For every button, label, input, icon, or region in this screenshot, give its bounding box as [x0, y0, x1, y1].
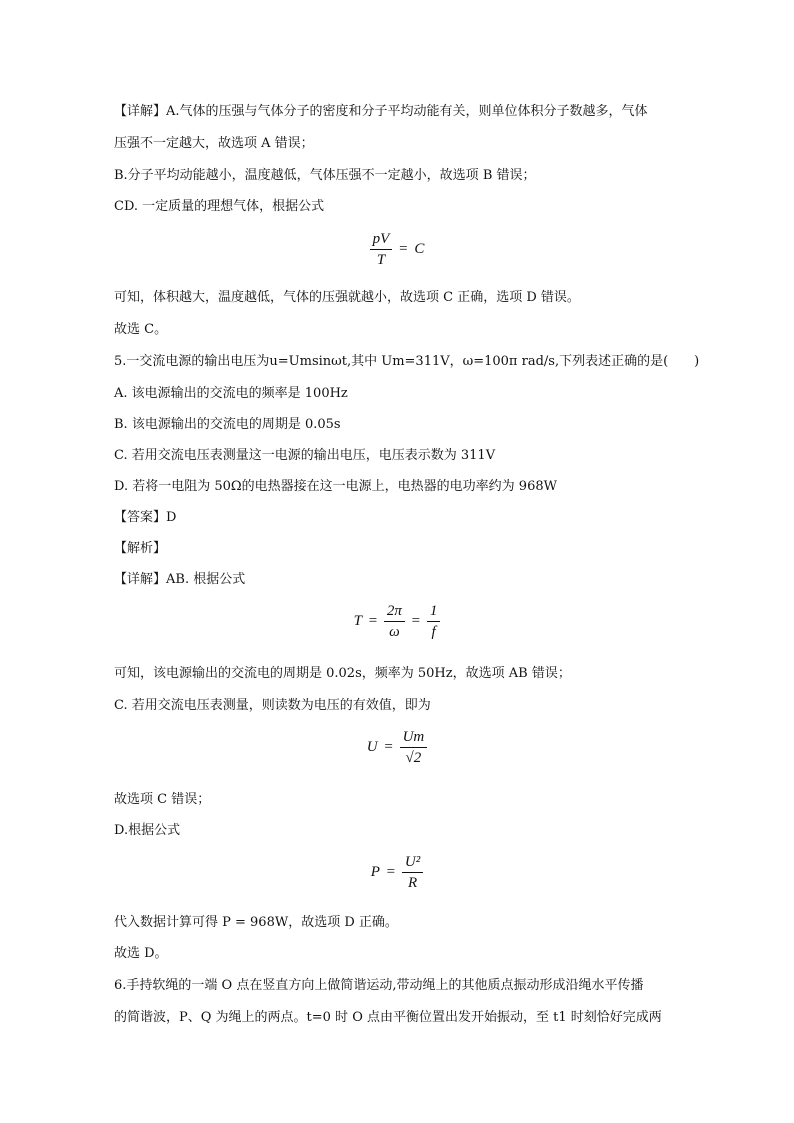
formula-equals: = [399, 241, 408, 257]
detail-line-5: 可知，体积越大，温度越低，气体的压强就越小，故选项 C 正确，选项 D 错误。 [114, 290, 580, 305]
formula-lhs: T [353, 612, 362, 629]
question-5-stem: 5.一交流电源的输出电压为u=Umsinωt,其中 Um=311V，ω=100π rad/s,下列表述正确的是( ) [114, 354, 700, 369]
detail-line-1: 【详解】A.气体的压强与气体分子的密度和分子平均动能有关，则单位体积分子数越多，气体 [114, 104, 648, 119]
formula-numerator: pV [370, 230, 393, 250]
detail-line-4: CD. 一定质量的理想气体，根据公式 [114, 199, 325, 214]
formula-effective-voltage-fraction [400, 728, 428, 767]
formula-equals: = [368, 613, 378, 629]
formula-ideal-gas-fraction [370, 230, 393, 269]
answer-line: 【答案】D [114, 510, 177, 525]
analysis-line-5: D.根据公式 [114, 823, 181, 838]
formula-power [0, 853, 794, 892]
question-5-option-d: D. 若将一电阻为 50Ω的电热器接在这一电源上，电热器的电功率约为 968W [114, 479, 557, 494]
question-5-option-a: A. 该电源输出的交流电的频率是 100Hz [114, 386, 348, 401]
question-5-option-c: C. 若用交流电压表测量这一电源的输出电压，电压表示数为 311V [114, 448, 496, 463]
detail-line-6: 故选 C。 [114, 322, 168, 337]
formula-equals: = [411, 613, 421, 629]
formula-period-fraction-2 [427, 602, 441, 641]
formula-period-fraction-1 [384, 602, 405, 641]
formula-lhs: P [370, 863, 380, 880]
formula-numerator: Um [400, 728, 428, 748]
formula-equals: = [386, 864, 396, 880]
analysis-line-7: 故选 D。 [114, 946, 168, 961]
formula-effective-voltage [0, 728, 794, 767]
formula-denominator: f [431, 624, 436, 640]
analysis-heading: 【解析】 [114, 541, 167, 556]
question-6-line-1: 6.手持软绳的一端 O 点在竖直方向上做简谐运动,带动绳上的其他质点振动形成沿绳水平传播 [114, 978, 644, 993]
analysis-line-1: 【详解】AB. 根据公式 [114, 572, 246, 587]
question-5-option-b: B. 该电源输出的交流电的周期是 0.05s [114, 417, 341, 432]
formula-power-fraction [402, 853, 423, 892]
formula-rhs: C [414, 240, 425, 257]
analysis-line-6: 代入数据计算可得 P = 968W，故选项 D 正确。 [114, 915, 398, 930]
detail-line-3: B.分子平均动能越小，温度越低，气体压强不一定越小，故选项 B 错误； [114, 168, 536, 183]
formula-denominator: √2 [405, 750, 422, 766]
question-6-line-2: 的简谐波，P、Q 为绳上的两点。t=0 时 O 点由平衡位置出发开始振动，至 t1 时刻恰好完成两 [114, 1010, 662, 1025]
formula-ideal-gas [0, 230, 794, 269]
formula-numerator: 2π [384, 602, 405, 622]
formula-denominator: T [376, 252, 386, 268]
formula-equals: = [384, 739, 393, 755]
formula-denominator: ω [389, 624, 400, 640]
formula-numerator: U² [402, 853, 423, 873]
formula-denominator: R [407, 875, 418, 891]
analysis-line-2: 可知，该电源输出的交流电的周期是 0.02s，频率为 50Hz，故选项 AB 错误； [114, 666, 571, 681]
formula-period [0, 602, 794, 641]
analysis-line-3: C. 若用交流电压表测量，则读数为电压的有效值，即为 [114, 698, 431, 713]
analysis-line-4: 故选项 C 错误； [114, 792, 211, 807]
formula-lhs: U [366, 738, 378, 755]
formula-numerator: 1 [427, 602, 441, 622]
detail-line-2: 压强不一定越大，故选项 A 错误； [114, 136, 314, 151]
